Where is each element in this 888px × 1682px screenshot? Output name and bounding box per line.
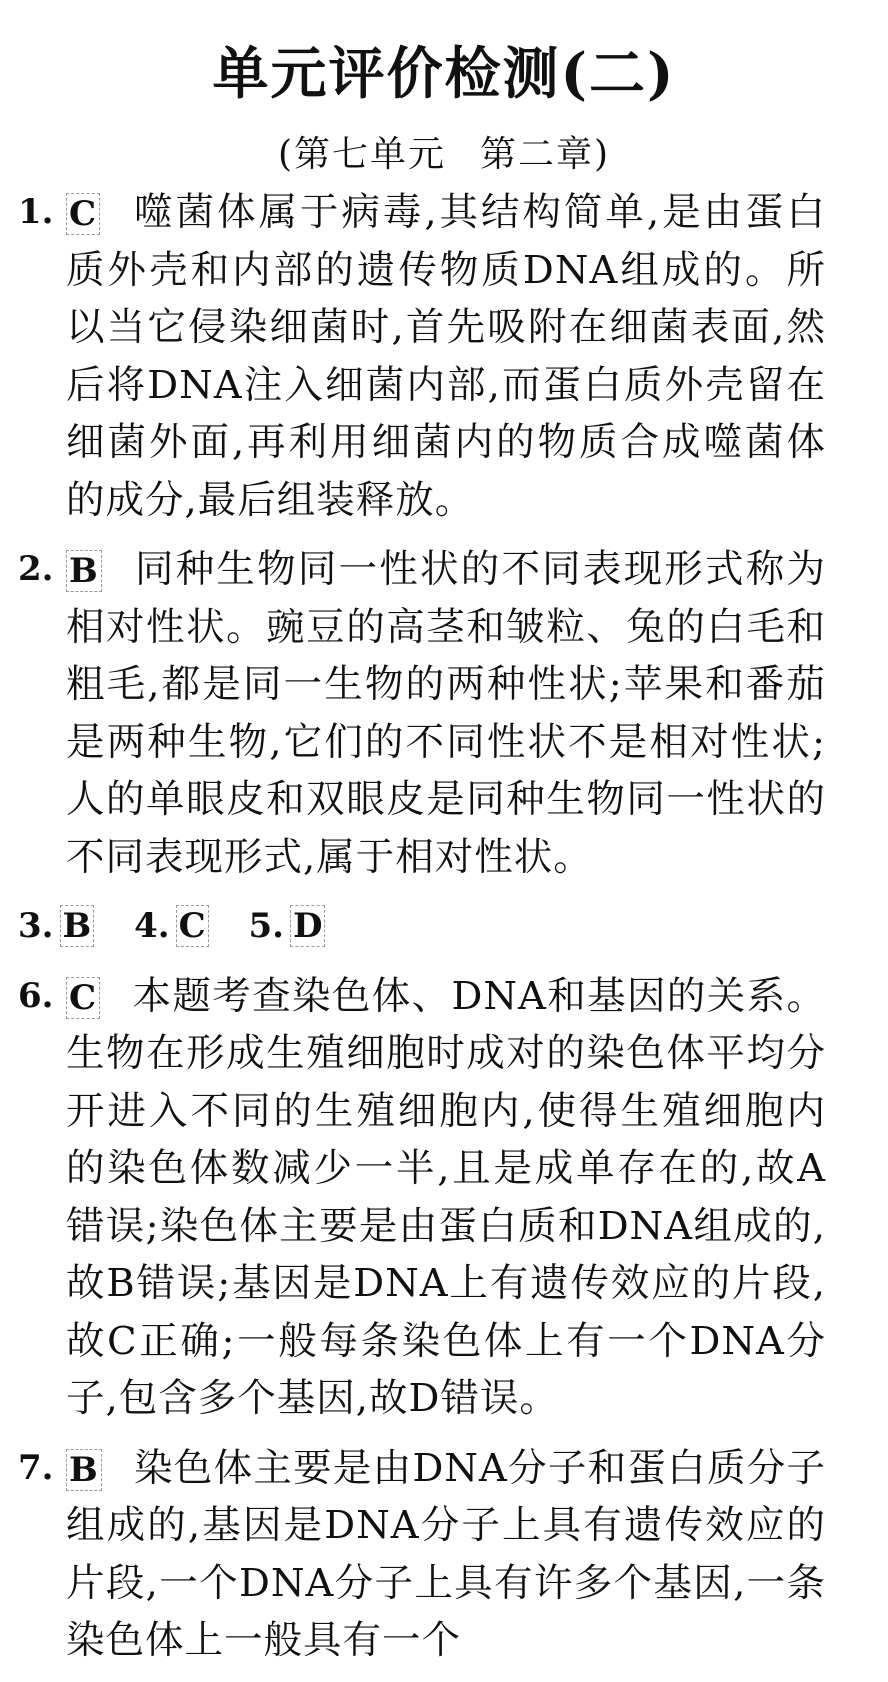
- item-number: 2.: [18, 549, 54, 589]
- subtitle-unit: 第七单元: [293, 134, 446, 175]
- item-number: 1.: [18, 192, 54, 232]
- subtitle-close-paren: ): [594, 134, 611, 175]
- answer-item-6: [18, 968, 826, 1428]
- item-number: 4.: [134, 906, 170, 946]
- item-explanation: 染色体主要是由DNA分子和蛋白质分子组成的,基因是DNA分子上具有遗传效应的片段,一个DNA分子上具有许多个基因,一条染色体上一般具有一个: [66, 1445, 826, 1663]
- answer-list: [18, 184, 826, 1682]
- short-answer-3: [18, 898, 94, 956]
- item-answer: C: [66, 193, 100, 235]
- item-answer: C: [66, 977, 100, 1019]
- subtitle-open-paren: (: [277, 134, 294, 175]
- item-answer: C: [176, 905, 209, 947]
- item-number: 6.: [18, 975, 54, 1016]
- item-number: 7.: [18, 1447, 54, 1488]
- item-answer: D: [290, 905, 325, 947]
- item-explanation: 同种生物同一性状的不同表现形式称为相对性状。豌豆的高茎和皱粒、兔的白毛和粗毛,都是同一生物的两种性状;苹果和番茄是两种生物,它们的不同性状不是相对性状;人的单眼皮和双眼皮是同种生物同一性状的不同表现形式,属于相对性状。: [66, 547, 826, 880]
- item-explanation: 噬菌体属于病毒,其结构简单,是由蛋白质外壳和内部的遗传物质DNA组成的。所以当它侵染细菌时,首先吸附在细菌表面,然后将DNA注入细菌内部,而蛋白质外壳留在细菌外面,再利用细菌内的物质合成噬菌体的成分,最后组装释放。: [66, 190, 826, 523]
- item-answer: B: [60, 905, 95, 947]
- page-title: 单元评价检测(二): [212, 41, 676, 107]
- short-answer-4: [134, 898, 209, 956]
- item-number: 5.: [248, 906, 284, 946]
- answer-item-7: [18, 1440, 826, 1670]
- page-subtitle: [0, 132, 888, 178]
- item-explanation: 本题考查染色体、DNA和基因的关系。生物在形成生殖细胞时成对的染色体平均分开进入不同的生殖细胞内,使得生殖细胞内的染色体数减少一半,且是成单存在的,故A错误;染色体主要是由蛋白质和DNA组成的,故B错误;基因是DNA上有遗传效应的片段,故C正确;一般每条染色体上有一个DNA分子,包含多个基因,故D错误。: [66, 973, 826, 1421]
- item-answer: B: [66, 1449, 102, 1491]
- item-answer: B: [66, 550, 102, 592]
- short-answers-row: [18, 898, 826, 956]
- answer-item-2: [18, 541, 826, 886]
- short-answer-5: [249, 898, 326, 956]
- answer-item-1: [18, 184, 826, 529]
- subtitle-chapter: 第二章: [480, 134, 595, 175]
- item-number: 3.: [18, 906, 54, 946]
